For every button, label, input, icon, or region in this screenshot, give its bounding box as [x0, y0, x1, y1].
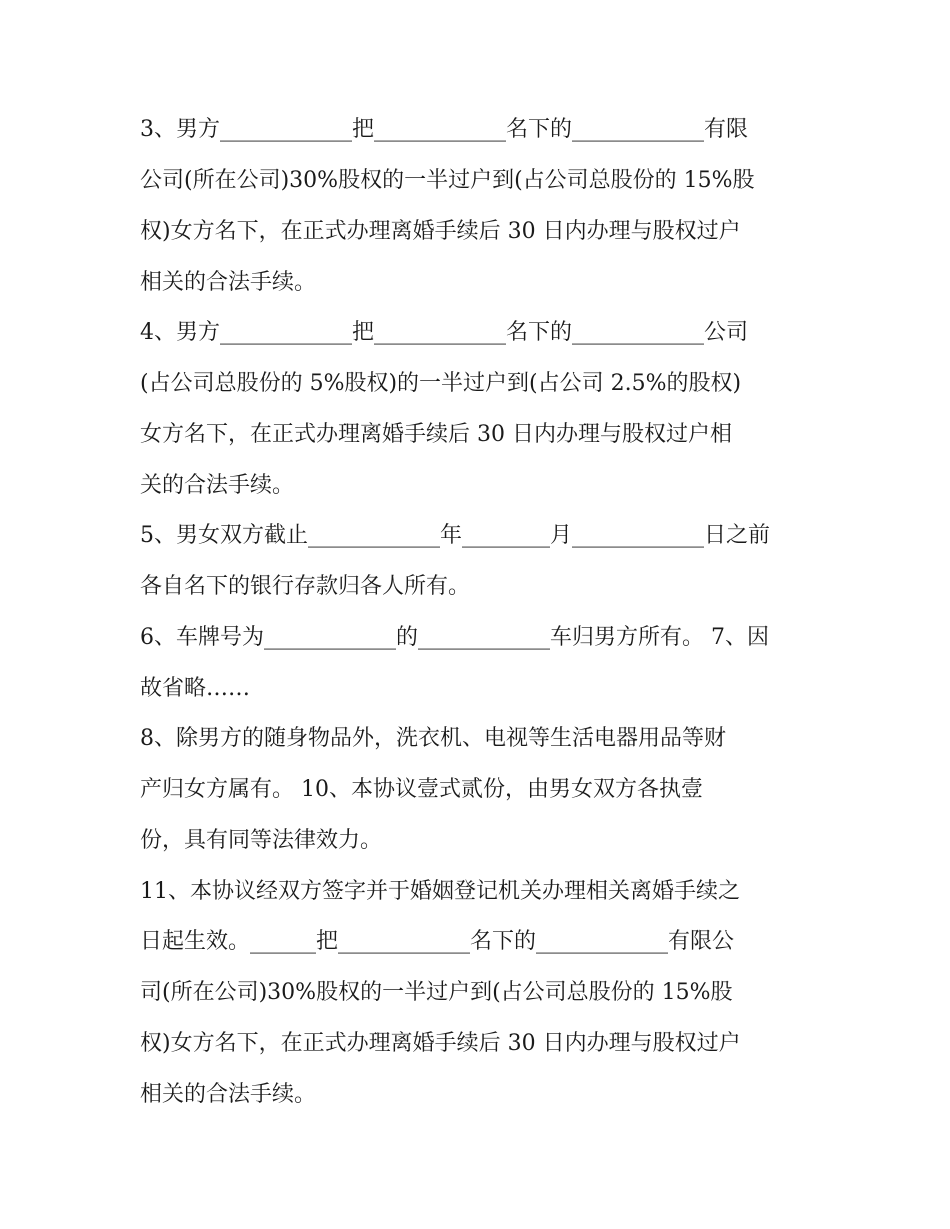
- text-line: 权)女方名下，在正式办理离婚手续后 30 日内办理与股权过户: [140, 1031, 741, 1056]
- text-line: 各自名下的银行存款归各人所有。: [140, 574, 471, 599]
- text-line: 相关的合法手续。: [140, 1082, 317, 1107]
- text-line: 权)女方名下，在正式办理离婚手续后 30 日内办理与股权过户: [140, 219, 741, 244]
- text-line: 日起生效。______把____________名下的____________有限公: [140, 929, 735, 954]
- text-line: 8、除男方的随身物品外，洗衣机、电视等生活电器用品等财: [140, 726, 726, 751]
- text-line: 故省略……: [140, 676, 251, 701]
- text-line: 公司(所在公司)30%股权的一半过户到(占公司总股份的 15%股: [140, 168, 755, 193]
- text-line: 4、男方____________把____________名下的____________公司: [140, 320, 748, 345]
- text-line: 11、本协议经双方签字并于婚姻登记机关办理相关离婚手续之: [140, 879, 740, 904]
- text-line: 司(所在公司)30%股权的一半过户到(占公司总股份的 15%股: [140, 980, 733, 1005]
- text-line: 份，具有同等法律效力。: [140, 828, 383, 853]
- text-line: 女方名下，在正式办理离婚手续后 30 日内办理与股权过户相: [140, 422, 732, 447]
- text-line: 6、车牌号为____________的____________车归男方所有。 7、因: [140, 625, 769, 650]
- text-line: 5、男女双方截止____________年________月____________日之前: [140, 523, 770, 548]
- text-line: 关的合法手续。: [140, 473, 295, 498]
- text-line: (占公司总股份的 5%股权)的一半过户到(占公司 2.5%的股权): [140, 371, 742, 396]
- text-line: 产归女方属有。 10、本协议壹式贰份，由男女双方各执壹: [140, 777, 703, 802]
- text-line: 相关的合法手续。: [140, 270, 317, 295]
- text-line: 3、男方____________把____________名下的____________有限: [140, 117, 748, 142]
